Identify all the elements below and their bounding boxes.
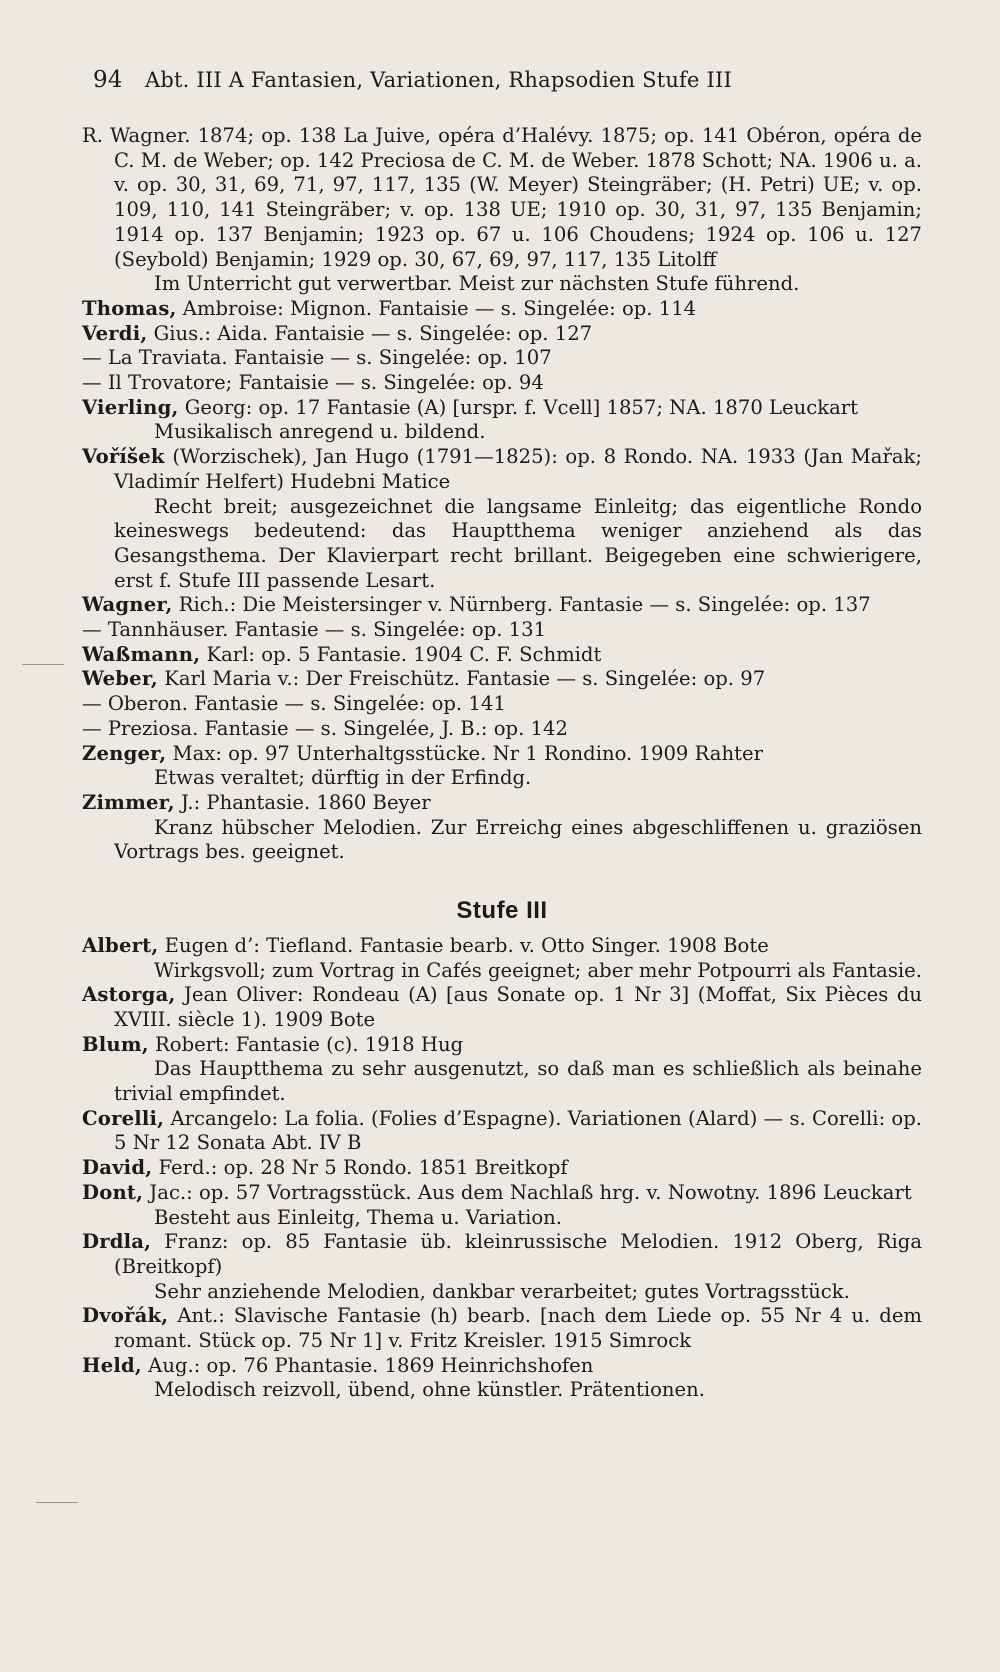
composer-name: Astorga, (82, 983, 176, 1007)
entry-text: Karl: op. 5 Fantasie. 1904 C. F. Schmidt (200, 642, 602, 666)
running-header (93, 66, 873, 94)
catalog-entry (82, 934, 922, 959)
catalog-entry (82, 445, 922, 494)
composer-name: Dvořák, (82, 1304, 169, 1328)
catalog-entry (82, 692, 922, 717)
catalog-entry (82, 297, 922, 322)
entry-text: Robert: Fantasie (c). 1918 Hug (148, 1032, 464, 1056)
entry-comment: Kranz hübscher Melodien. Zur Erreichg eines abgeschliffenen u. graziösen Vortrags bes. geeignet. (114, 815, 922, 864)
entry-comment: Besteht aus Einleitg, Thema u. Variation. (154, 1205, 562, 1229)
entry-text: — Preziosa. Fantasie — s. Singelée, J. B.: op. 142 (82, 716, 568, 740)
entry-text: — Oberon. Fantasie — s. Singelée: op. 141 (82, 692, 506, 716)
composer-name: Drdla, (82, 1230, 152, 1254)
entries-bottom (82, 934, 922, 1403)
catalog-entry (82, 791, 922, 816)
entry-text: — Tannhäuser. Fantasie — s. Singelée: op. 131 (82, 618, 547, 642)
entry-text: Ambroise: Mignon. Fantaisie — s. Singelée: op. 114 (176, 296, 697, 320)
entry-text: Jac.: op. 57 Vortragsstück. Aus dem Nachlaß hrg. v. Nowotny. 1896 Leuckart (143, 1180, 912, 1204)
entry-comment: Etwas veraltet; dürftig in der Erfindg. (154, 766, 532, 790)
entry-text: (Worzischek), Jan Hugo (1791—1825): op. 8 Rondo. NA. 1933 (Jan Mařak; Vladimír Helfert) Hudebni Matice (114, 445, 922, 493)
entry-text: J.: Phantasie. 1860 Beyer (174, 790, 431, 814)
composer-name: Held, (82, 1353, 142, 1377)
catalog-entry (82, 1181, 922, 1206)
page-number: 94 (93, 67, 123, 93)
composer-name: David, (82, 1156, 153, 1180)
entry-comment: Recht breit; ausgezeichnet die langsame Einleitg; das eigentliche Rondo keineswegs bedeutend: das Hauptthema weniger anziehend als das Gesangsthema. Der Klavierpart recht brillant. Beigegeben eine schwierigere, erst f. Stufe III passende Lesart. (114, 494, 922, 592)
entry-text: Franz: op. 85 Fantasie üb. kleinrussische Melodien. 1912 Oberg, Riga (Breitkopf) (114, 1230, 922, 1278)
entry-text: Max: op. 97 Unterhaltgsstücke. Nr 1 Rondino. 1909 Rahter (166, 741, 763, 765)
composer-name: Verdi, (82, 321, 148, 345)
listing-column (82, 124, 922, 1403)
entry-text: — Il Trovatore; Fantaisie — s. Singelée: op. 94 (82, 371, 544, 395)
entry-comment: Wirkgsvoll; zum Vortrag in Cafés geeignet; aber mehr Potpourri als Fantasie. (154, 958, 923, 982)
catalog-entry (82, 346, 922, 371)
margin-mark (36, 1502, 78, 1503)
catalog-entry (82, 593, 922, 618)
entry-text: Gius.: Aida. Fantaisie — s. Singelée: op. 127 (147, 321, 593, 345)
entry-text: Rich.: Die Meistersinger v. Nürnberg. Fantasie — s. Singelée: op. 137 (172, 593, 871, 617)
entry-comment: Melodisch reizvoll, übend, ohne künstler. Prätentionen. (154, 1378, 705, 1402)
catalog-entry (82, 717, 922, 742)
composer-name: Wagner, (82, 593, 173, 617)
entry-text: — La Traviata. Fantaisie — s. Singelée: op. 107 (82, 346, 552, 370)
composer-name: Corelli, (82, 1106, 165, 1130)
composer-name: Weber, (82, 667, 158, 691)
margin-mark (22, 664, 64, 665)
entry-text: Eugen d’: Tiefland. Fantasie bearb. v. Otto Singer. 1908 Bote (158, 933, 769, 957)
composer-name: Albert, (82, 933, 159, 957)
catalog-entry (82, 1354, 922, 1379)
running-title: Abt. III A Fantasien, Variationen, Rhapsodien Stufe III (145, 68, 733, 92)
entry-text: Ferd.: op. 28 Nr 5 Rondo. 1851 Breitkopf (152, 1156, 568, 1180)
entry-text: Ant.: Slavische Fantasie (h) bearb. [nach dem Liede op. 55 Nr 4 u. dem romant. Stück op. 75 Nr 1] v. Fritz Kreisler. 1915 Simrock (114, 1304, 922, 1353)
entry-text: Jean Oliver: Rondeau (A) [aus Sonate op. 1 Nr 3] (Moffat, Six Pièces du XVIII. siècle 1). 1909 Bote (114, 983, 922, 1031)
catalog-entry (82, 1156, 922, 1181)
composer-name: Zenger, (82, 741, 167, 765)
catalog-entry (82, 742, 922, 767)
catalog-entry (82, 983, 922, 1032)
entry-comment: Das Hauptthema zu sehr ausgenutzt, so daß man es schließlich als beinahe trivial empfindet. (114, 1057, 922, 1106)
catalog-entry (82, 396, 922, 421)
catalog-entry (82, 667, 922, 692)
catalog-entry (82, 1304, 922, 1353)
composer-name: Blum, (82, 1032, 149, 1056)
composer-name: Thomas, (82, 296, 177, 320)
catalog-entry (82, 322, 922, 347)
entry-text: Karl Maria v.: Der Freischütz. Fantasie — s. Singelée: op. 97 (157, 667, 766, 691)
catalog-entry (82, 1033, 922, 1058)
entry-text: Arcangelo: La folia. (Folies d’Espagne). Variationen (Alard) — s. Corelli: op. 5 Nr 12 Sonata Abt. IV B (114, 1106, 922, 1155)
section-title: Stufe III (456, 897, 548, 925)
catalog-entry (82, 124, 922, 272)
composer-name: Vierling, (82, 395, 179, 419)
composer-name: Dont, (82, 1180, 144, 1204)
catalog-entry (82, 1230, 922, 1279)
composer-name: Zimmer, (82, 790, 175, 814)
catalog-entry (82, 1107, 922, 1156)
composer-name: Voříšek (82, 445, 165, 469)
entry-comment: Sehr anziehende Melodien, dankbar verarbeitet; gutes Vortragsstück. (154, 1279, 850, 1303)
entry-comment: Musikalisch anregend u. bildend. (154, 420, 486, 444)
catalog-entry (82, 618, 922, 643)
entry-text: Georg: op. 17 Fantasie (A) [urspr. f. Vcell] 1857; NA. 1870 Leuckart (178, 395, 859, 419)
entries-top (82, 124, 922, 865)
composer-name: Waßmann, (82, 642, 201, 666)
entry-text: R. Wagner. 1874; op. 138 La Juive, opéra d’Halévy. 1875; op. 141 Obéron, opéra de C. M. de Weber; op. 142 Preciosa de C. M. de Weber. 1878 Schott; NA. 1906 u. a. v. op. 30, 31, 69, 71, 97, 117, 135 (W. Meyer) Steingräber; (H. Petri) UE; v. op. 109, 110, 141 Steingräber; v. op. 138 UE; 1910 op. 30, 31, 97, 135 Benjamin; 1914 op. 137 Benjamin; 1923 op. 67 u. 106 Choudens; 1924 op. 106 u. 127 (Seybold) Benjamin; 1929 op. 30, 67, 69, 97, 117, 135 Litolff (82, 124, 922, 271)
entry-text: Aug.: op. 76 Phantasie. 1869 Heinrichshofen (141, 1353, 594, 1377)
entry-comment: Im Unterricht gut verwertbar. Meist zur nächsten Stufe führend. (154, 272, 800, 296)
catalog-entry (82, 371, 922, 396)
catalog-entry (82, 643, 922, 668)
